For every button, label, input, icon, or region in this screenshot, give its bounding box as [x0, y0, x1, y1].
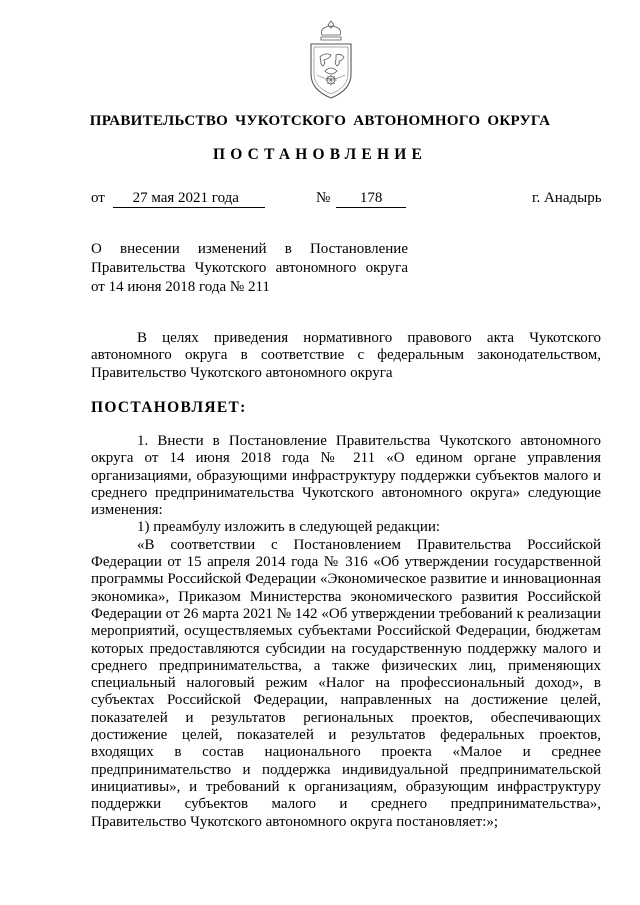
resolves-heading: ПОСТАНОВЛЯЕТ: [91, 399, 247, 416]
number-line [316, 190, 406, 208]
document-number: 178 [336, 190, 406, 208]
document-subject [91, 240, 408, 297]
government-title: ПРАВИТЕЛЬСТВО ЧУКОТСКОГО АВТОНОМНОГО ОКРУГА [89, 113, 551, 129]
preamble-block [91, 330, 601, 382]
subject-line-2: Правительства Чукотского автономного округа [91, 260, 408, 276]
item-1-1-text: 1) преамбулу изложить в следующей редакции: [137, 519, 441, 536]
document-place: г. Анадырь [532, 190, 602, 206]
document-type-title: ПОСТАНОВЛЕНИЕ [212, 146, 428, 163]
subject-line-1: О внесении изменений в Постановление [91, 241, 408, 257]
quoted-preamble-text: «В соответствии с Постановлением Правительства Российской Федерации от 15 апреля 2014 года № 316 «Об утверждении государственной программы Российской Федерации «Экономическое развитие и инновационная экономика», Приказом Министерства экономического развития Российской Федерации от 26 марта 2021 № 142 «Об утверждении требований к реализации мероприятий, осуществляемых субъектами Российской Федерации, бюджетам которых предоставляются субсидии на государственную поддержку малого и среднего предпринимательства, а также физических лиц, применяющих специальный налоговый режим «Налог на профессиональный доход», в субъектах Российской Федерации, направленных на достижение целей, показателей и результатов региональных проектов, обеспечивающих достижение целей, показателей и результатов федеральных проектов, входящих в состав национального проекта «Малое и среднее предпринимательство и поддержка индивидуальной предпринимательской инициативы», и требований к организациям, образующим инфраструктуру поддержки субъектов малого и среднего предпринимательства», Правительство Чукотского автономного округа постановляет:»; [91, 536, 601, 830]
resolution-body [91, 433, 601, 831]
preamble-text: В целях приведения нормативного правового акта Чукотского автономного округа в соответствие с федеральным законодательством, Правительство Чукотского автономного округа [91, 330, 601, 381]
item-1-text: 1. Внести в Постановление Правительства Чукотского автономного округа от 14 июня 2018 года № 211 «О едином органе управления организациями, образующими инфраструктуру поддержки субъектов малого и среднего предпринимательства Чукотского автономного округа» следующие изменения: [91, 433, 601, 519]
date-line [91, 190, 265, 208]
number-label: № [316, 190, 331, 206]
coat-of-arms-emblem [303, 19, 359, 105]
subject-line-3: от 14 июня 2018 года № 211 [91, 279, 270, 295]
document-date: 27 мая 2021 года [113, 190, 265, 208]
date-prefix: от [91, 190, 105, 206]
